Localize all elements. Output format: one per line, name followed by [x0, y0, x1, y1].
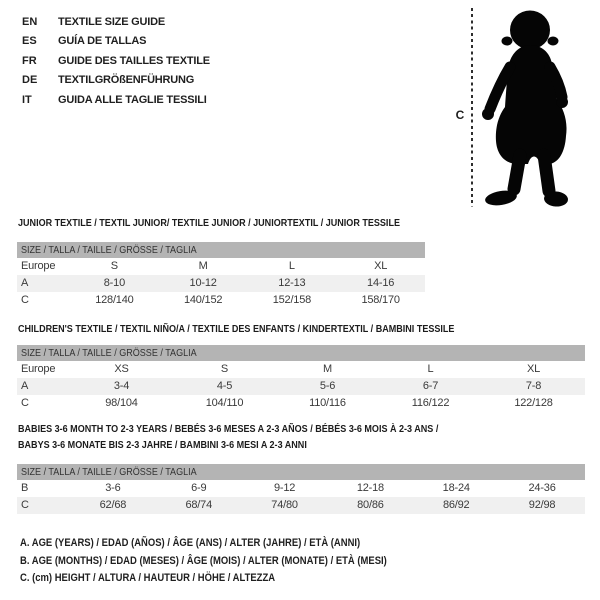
language-code: EN — [22, 16, 38, 28]
children-table-title — [18, 321, 526, 337]
size-cell: L — [288, 260, 295, 272]
size-cell: M — [323, 363, 332, 375]
toddler-silhouette — [478, 5, 598, 211]
height-cell: 152/158 — [272, 294, 312, 306]
footnote-age-months: B. AGE (MONTHS) / EDAD (MESES) / ÂGE (MOIS) / ALTER (MONATE) / ETÀ (MESI) — [20, 554, 387, 567]
size-cell: XL — [526, 363, 541, 375]
size-cell: XS — [114, 363, 129, 375]
size-header-bar — [17, 345, 585, 361]
age-cell: 24-36 — [528, 482, 556, 494]
size-header-bar — [17, 464, 585, 480]
language-code: DE — [22, 74, 38, 87]
table-row-europe — [17, 361, 585, 378]
row-label: A — [21, 380, 29, 392]
age-cell: 7-8 — [525, 380, 542, 392]
table-row-europe — [17, 258, 425, 275]
babies-table-title — [18, 421, 507, 453]
table-row-height — [17, 292, 425, 309]
toddler-leg-right — [544, 155, 549, 191]
height-cell: 140/152 — [183, 294, 223, 306]
table-row-height — [17, 497, 585, 514]
children-size-table — [17, 345, 585, 412]
height-cell: 122/128 — [514, 397, 553, 409]
children-table-title-text: CHILDREN'S TEXTILE / TEXTIL NIÑO/A / TEXTILE DES ENFANTS / KINDERTEXTIL / BAMBINI TESSILE — [18, 323, 455, 335]
age-cell: 12-13 — [278, 277, 306, 289]
row-label: Europe — [21, 260, 56, 272]
junior-table-title-text: JUNIOR TEXTILE / TEXTIL JUNIOR/ TEXTILE JUNIOR / JUNIORTEXTIL / JUNIOR TESSILE — [18, 217, 400, 229]
row-label: C — [21, 499, 29, 511]
language-label: GUIDA ALLE TAGLIE TESSILI — [58, 93, 207, 106]
height-cell: 62/68 — [99, 499, 127, 511]
row-label: C — [21, 397, 29, 409]
height-cell: 128/140 — [95, 294, 134, 306]
size-header-text: SIZE / TALLA / TAILLE / GRÖSSE / TAGLIA — [21, 347, 197, 359]
age-cell: 8-10 — [103, 277, 125, 289]
language-row-en — [22, 13, 210, 32]
table-row-age — [17, 378, 585, 395]
language-label: GUÍA DE TALLAS — [58, 35, 147, 48]
table-row-height — [17, 395, 585, 412]
legend-footnotes — [20, 535, 447, 588]
height-cell: 80/86 — [357, 499, 384, 511]
age-cell: 10-12 — [189, 277, 217, 289]
language-row-it — [22, 91, 210, 110]
language-row-fr — [22, 52, 210, 71]
age-cell: 5-6 — [319, 380, 336, 392]
toddler-leg-left — [514, 155, 520, 189]
toddler-head — [510, 11, 550, 50]
age-cell: 14-16 — [367, 277, 395, 289]
language-row-es — [22, 32, 210, 51]
row-label: A — [21, 277, 29, 289]
age-cell: 6-9 — [191, 482, 207, 494]
row-label: Europe — [21, 363, 56, 375]
height-cell: 86/92 — [442, 499, 470, 511]
age-cell: 6-7 — [422, 380, 439, 392]
footnote-height-cm: C. (cm) HEIGHT / ALTURA / HAUTEUR / HÖHE / ALTEZZA — [20, 572, 276, 584]
size-header-text: SIZE / TALLA / TAILLE / GRÖSSE / TAGLIA — [21, 244, 197, 256]
language-row-de — [22, 71, 210, 90]
toddler-ear-right — [548, 37, 559, 46]
height-cell: 68/74 — [185, 499, 212, 511]
language-title-list — [22, 13, 210, 110]
height-measure-label: C — [455, 108, 465, 122]
table-row-age — [17, 275, 425, 292]
size-cell: XL — [374, 260, 388, 272]
size-header-text: SIZE / TALLA / TAILLE / GRÖSSE / TAGLIA — [21, 466, 197, 478]
junior-size-table — [17, 242, 425, 309]
age-cell: 4-5 — [216, 380, 233, 392]
language-label: TEXTILGRÖßENFÜHRUNG — [58, 74, 195, 87]
babies-table-title-line1: BABIES 3-6 MONTH TO 2-3 YEARS / BEBÉS 3-6 MESES A 2-3 AÑOS / BÉBÉS 3-6 MOIS À 2-3 ANS / — [18, 423, 439, 435]
toddler-ear-left — [502, 37, 513, 46]
age-cell: 3-4 — [113, 380, 130, 392]
language-label: GUIDE DES TAILLES TEXTILE — [58, 54, 210, 67]
age-cell: 3-6 — [105, 482, 121, 494]
language-code: FR — [22, 54, 37, 67]
table-row-age-months — [17, 480, 585, 497]
size-cell: M — [198, 260, 208, 272]
language-code: IT — [22, 93, 32, 106]
language-code: ES — [22, 35, 37, 48]
babies-size-table — [17, 464, 585, 514]
age-cell: 9-12 — [273, 482, 296, 494]
height-cell: 110/116 — [309, 397, 346, 409]
language-label: TEXTILE SIZE GUIDE — [58, 16, 166, 28]
size-cell: S — [110, 260, 118, 272]
junior-table-title — [18, 215, 462, 231]
babies-table-title-line2: BABYS 3-6 MONATE BIS 2-3 JAHRE / BAMBINI 3-6 MESI A 2-3 ANNI — [18, 439, 307, 451]
height-cell: 104/110 — [205, 397, 244, 409]
height-cell: 98/104 — [105, 397, 138, 409]
height-cell: 92/98 — [528, 499, 556, 511]
height-cell: 74/80 — [271, 499, 298, 511]
footnote-age-years: A. AGE (YEARS) / EDAD (AÑOS) / ÂGE (ANS) / ALTER (JAHRE) / ETÀ (ANNI) — [20, 537, 361, 549]
age-cell: 18-24 — [442, 482, 470, 494]
size-cell: L — [427, 363, 434, 375]
size-header-bar — [17, 242, 425, 258]
row-label: B — [21, 482, 29, 494]
height-cell: 158/170 — [361, 294, 400, 306]
row-label: C — [21, 294, 29, 306]
height-measure-dashed-line — [471, 8, 473, 207]
age-cell: 12-18 — [356, 482, 384, 494]
size-cell: S — [220, 363, 229, 375]
height-cell: 116/122 — [411, 397, 450, 409]
